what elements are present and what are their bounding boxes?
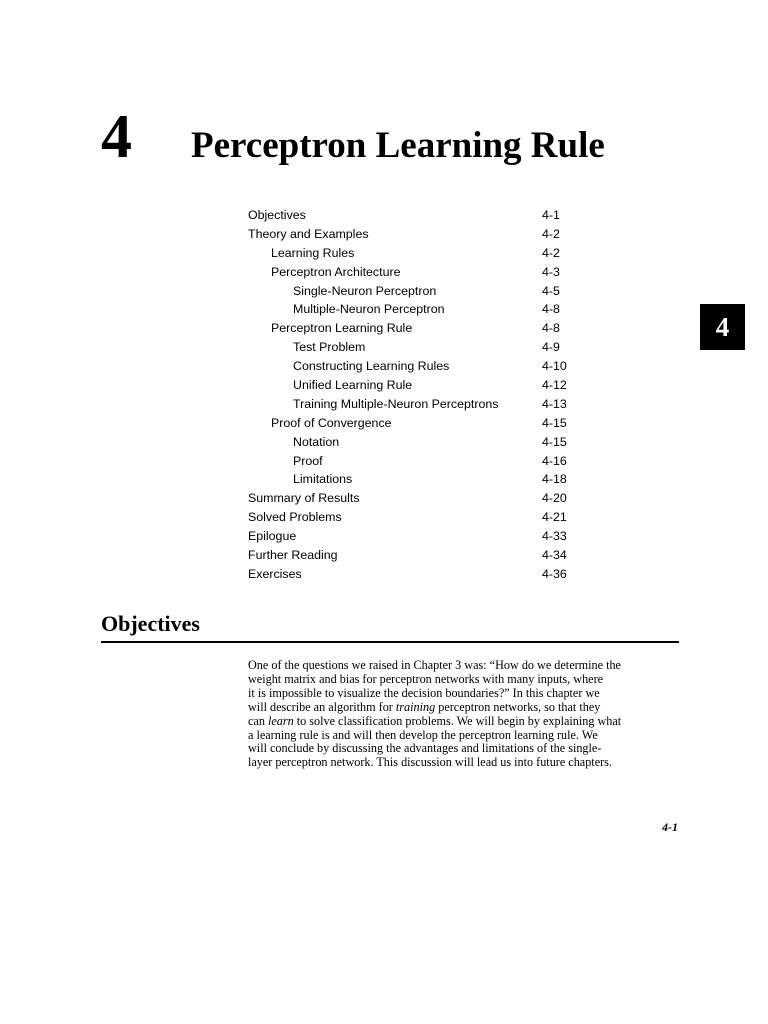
table-of-contents (248, 206, 588, 584)
toc-entry (248, 225, 588, 244)
toc-entry (248, 452, 588, 471)
toc-entry-label: Theory and Examples (248, 226, 369, 241)
toc-entry (248, 338, 588, 357)
toc-entry (248, 565, 588, 584)
toc-entry-label: Multiple-Neuron Perceptron (293, 302, 445, 317)
paragraph-line: layer perceptron network. This discussion will lead us into future chapters. (248, 755, 612, 770)
toc-entry (248, 395, 588, 414)
toc-entry-label: Proof (293, 453, 323, 468)
toc-entry-page: 4-5 (542, 283, 560, 298)
text-run: perceptron networks, so that they (435, 699, 601, 714)
toc-entry-label: Limitations (293, 472, 353, 487)
toc-entry-page: 4-8 (542, 321, 560, 336)
paragraph-line: will conclude by discussing the advantages and limitations of the single- (248, 741, 602, 756)
toc-entry (248, 546, 588, 565)
paragraph-line: One of the questions we raised in Chapter 3 was: “How do we determine the (248, 658, 621, 672)
toc-entry (248, 319, 588, 338)
toc-entry-page: 4-3 (542, 264, 560, 279)
toc-entry (248, 489, 588, 508)
toc-entry-label: Perceptron Architecture (271, 264, 401, 279)
paragraph-line (248, 715, 678, 729)
toc-entry-page: 4-16 (542, 453, 567, 468)
toc-entry-label: Objectives (248, 208, 306, 222)
chapter-title: Perceptron Learning Rule (191, 125, 605, 166)
toc-entry-page: 4-2 (542, 226, 560, 241)
toc-entry-page: 4-10 (542, 359, 567, 374)
toc-entry (248, 376, 588, 395)
text-run: can (248, 713, 268, 728)
toc-entry-page: 4-15 (542, 415, 567, 430)
toc-entry-label: Constructing Learning Rules (293, 359, 450, 374)
chapter-thumb-tab: 4 (700, 304, 745, 350)
emphasized-term: training (395, 699, 436, 714)
toc-entry-label: Single-Neuron Perceptron (293, 283, 437, 298)
section-divider (101, 641, 679, 643)
toc-entry (248, 206, 588, 225)
toc-entry-label: Solved Problems (248, 510, 342, 525)
toc-entry-label: Unified Learning Rule (293, 378, 413, 393)
toc-entry-label: Further Reading (248, 548, 338, 563)
toc-entry-page: 4-8 (542, 302, 560, 317)
text-run: to solve classification problems. We will begin by explaining what (293, 713, 622, 728)
section-heading-objectives: Objectives (101, 611, 200, 636)
toc-entry-label: Perceptron Learning Rule (271, 321, 413, 336)
toc-entry-page: 4-33 (542, 529, 567, 544)
toc-entry-label: Training Multiple-Neuron Perceptrons (293, 396, 499, 411)
toc-entry-label: Learning Rules (271, 245, 355, 260)
page-number: 4-1 (662, 820, 678, 834)
toc-entry (248, 357, 588, 376)
toc-entry-page: 4-34 (542, 548, 567, 563)
toc-entry-label: Epilogue (248, 529, 297, 544)
toc-entry-page: 4-21 (542, 510, 567, 525)
toc-entry (248, 433, 588, 452)
toc-entry-label: Proof of Convergence (271, 415, 392, 430)
toc-entry (248, 414, 588, 433)
toc-entry-page: 4-15 (542, 434, 567, 449)
toc-entry-page: 4-1 (542, 208, 560, 222)
paragraph-line (248, 701, 678, 715)
toc-entry-page: 4-2 (542, 245, 560, 260)
toc-entry (248, 244, 588, 263)
paragraph-line: weight matrix and bias for perceptron networks with many inputs, where (248, 671, 604, 686)
toc-entry-label: Exercises (248, 566, 302, 581)
toc-entry (248, 263, 588, 282)
toc-entry-page: 4-13 (542, 396, 567, 411)
toc-entry (248, 508, 588, 527)
toc-entry-label: Notation (293, 434, 340, 449)
paragraph-line: it is impossible to visualize the decision boundaries?” In this chapter we (248, 685, 600, 700)
chapter-number: 4 (101, 103, 132, 171)
toc-entry (248, 282, 588, 301)
emphasized-term: learn (267, 713, 294, 728)
toc-entry-label: Summary of Results (248, 491, 360, 506)
toc-entry (248, 527, 588, 546)
toc-entry-page: 4-12 (542, 378, 567, 393)
paragraph-line: a learning rule is and will then develop the perceptron learning rule. We (248, 727, 598, 742)
toc-entry-page: 4-9 (542, 340, 560, 355)
toc-entry-page: 4-20 (542, 491, 567, 506)
toc-entry-page: 4-36 (542, 566, 567, 581)
toc-entry (248, 300, 588, 319)
objectives-paragraph (248, 659, 678, 770)
toc-entry-page: 4-18 (542, 472, 567, 487)
toc-entry-label: Test Problem (293, 340, 366, 355)
toc-entry (248, 470, 588, 489)
text-run: will describe an algorithm for (248, 699, 396, 714)
